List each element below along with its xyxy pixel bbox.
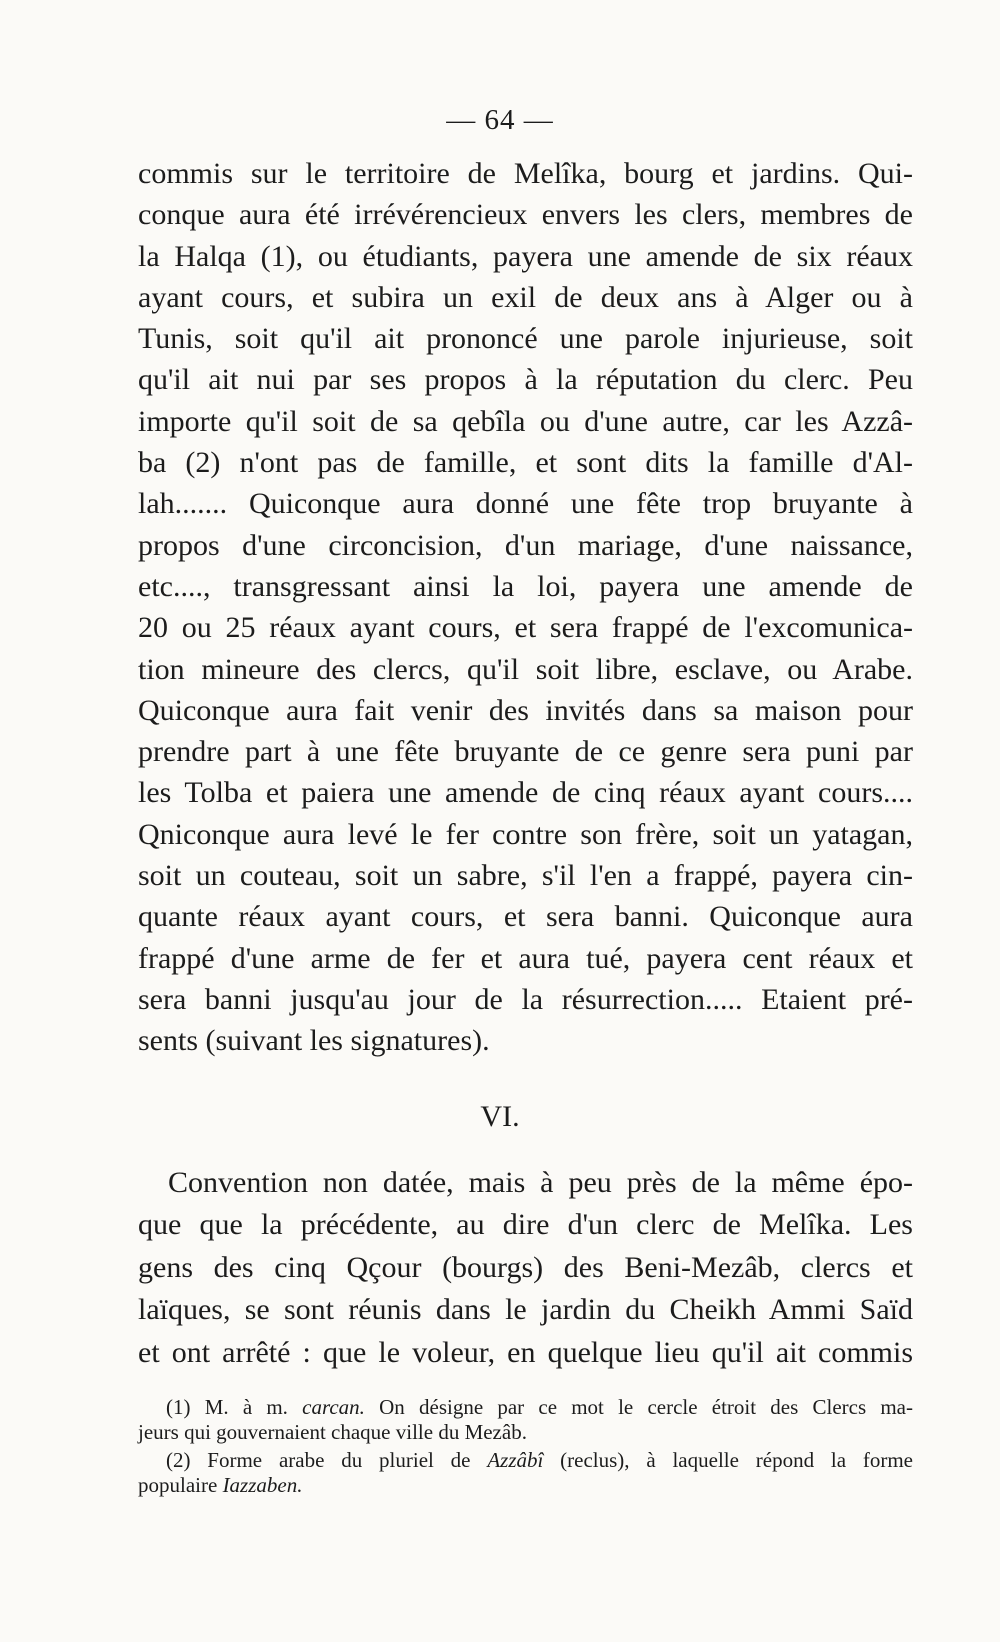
footnote-emphasis: carcan. [302, 1395, 365, 1419]
body-line: frappé d'une arme de fer et aura tué, payera cent réaux et [138, 941, 913, 975]
body-line: sera banni jusqu'au jour de la résurrection..... Etaient pré- [138, 982, 913, 1016]
body-line: la Halqa (1), ou étudiants, payera une amende de six réaux [138, 239, 913, 273]
footnote-text: populaire [138, 1473, 223, 1497]
body-line: prendre part à une fête bruyante de ce genre sera puni par [138, 735, 913, 769]
body-line: Qniconque aura levé le fer contre son frère, soit un yatagan, [138, 817, 913, 851]
footnote-text: (2) Forme arabe du pluriel de [166, 1448, 488, 1472]
section-text [138, 1162, 913, 1374]
body-line: 20 ou 25 réaux ayant cours, et sera frappé de l'excomunica- [138, 611, 913, 645]
body-line: Quiconque aura fait venir des invités dans sa maison pour [138, 693, 913, 727]
footnote-text: jeurs qui gouvernaient chaque ville du Mezâb. [138, 1420, 527, 1444]
body-line: sents (suivant les signatures). [138, 1024, 490, 1058]
body-line: quante réaux ayant cours, et sera banni. Quiconque aura [138, 900, 913, 934]
body-line: importe qu'il soit de sa qebîla ou d'une autre, car les Azzâ- [138, 404, 913, 438]
body-line: commis sur le territoire de Melîka, bourg et jardins. Qui- [138, 157, 913, 190]
footnote-text: (1) M. à m. [166, 1395, 303, 1419]
section-line: gens des cinq Qçour (bourgs) des Beni-Mezâb, clercs et [138, 1250, 913, 1284]
footnote-text: (reclus), à laquelle répond la forme [543, 1448, 913, 1472]
section-line: et ont arrêté : que le voleur, en quelque lieu qu'il ait commis [138, 1335, 913, 1369]
footnote-line [138, 1473, 913, 1498]
body-line: soit un couteau, soit un sabre, s'il l'en a frappé, payera cin- [138, 859, 913, 893]
section-line: laïques, se sont réunis dans le jardin du Cheikh Ammi Saïd [138, 1293, 913, 1327]
body-line: propos d'une circoncision, d'un mariage, d'une naissance, [138, 528, 913, 562]
section-heading: VI. [480, 1100, 520, 1133]
footnote-text: On désigne par ce mot le cercle étroit des Clercs ma- [364, 1395, 913, 1419]
footnote-line [138, 1448, 913, 1473]
body-line: les Tolba et paiera une amende de cinq réaux ayant cours.... [138, 776, 913, 810]
footnote-emphasis: Iazzaben. [222, 1473, 303, 1497]
body-text [138, 153, 913, 1062]
body-line: conque aura été irrévérencieux envers les clers, membres de [138, 198, 913, 232]
body-line: etc...., transgressant ainsi la loi, payera une amende de [138, 569, 913, 603]
footnote-line [138, 1395, 913, 1420]
section-line: que que la précédente, au dire d'un clerc de Melîka. Les [138, 1208, 913, 1242]
body-line: tion mineure des clercs, qu'il soit libre, esclave, ou Arabe. [138, 652, 913, 686]
body-line: lah....... Quiconque aura donné une fête trop bruyante à [138, 487, 913, 521]
body-line: ba (2) n'ont pas de famille, et sont dits la famille d'Al- [138, 446, 913, 480]
footnote-line [138, 1420, 913, 1445]
page-number: — 64 — [446, 104, 554, 136]
body-line: ayant cours, et subira un exil de deux ans à Alger ou à [138, 280, 913, 314]
section-line: Convention non datée, mais à peu près de la même épo- [168, 1166, 913, 1199]
footnotes [138, 1395, 913, 1498]
footnote-emphasis: Azzâbî [487, 1448, 544, 1472]
body-line: Tunis, soit qu'il ait prononcé une parole injurieuse, soit [138, 322, 913, 356]
body-line: qu'il ait nui par ses propos à la réputation du clerc. Peu [138, 363, 913, 397]
